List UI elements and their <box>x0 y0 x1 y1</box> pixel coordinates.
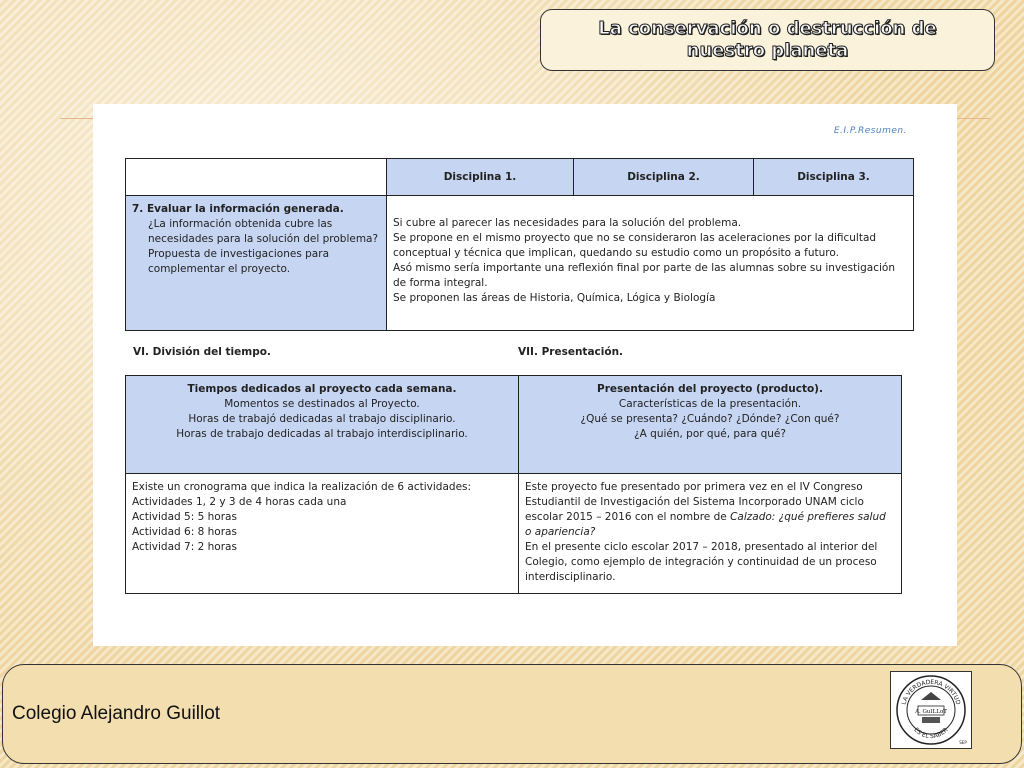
header-discipline-2: Disciplina 2. <box>574 159 754 196</box>
presentation-body-text-2: En el presente ciclo escolar 2017 – 2018, presentado al interior del Colegio, como ejemplo de integración y continuidad de un proceso interdisciplinario. <box>525 541 878 583</box>
answer-line: Si cubre al parecer las necesidades para la solución del problema. <box>393 217 742 229</box>
presentation-header-line: ¿A quién, por qué, para qué? <box>634 428 786 440</box>
schedule-line: Existe un cronograma que indica la realización de 6 actividades: <box>132 481 472 493</box>
evaluate-info-proposal: Propuesta de investigaciones para complementar el proyecto. <box>148 248 329 275</box>
evaluation-table <box>125 158 914 331</box>
schedule-line: Actividad 7: 2 horas <box>132 541 237 553</box>
presentation-body-cell <box>519 474 902 594</box>
table-header-row <box>126 376 902 474</box>
header-cell-empty <box>126 159 387 196</box>
evaluate-answer-cell <box>387 196 914 331</box>
table-row <box>126 474 902 594</box>
schedule-cell <box>126 474 519 594</box>
time-presentation-table <box>125 375 902 594</box>
answer-line: Se propone en el mismo proyecto que no se consideraron las aceleraciones por la dificultad conceptual y técnica que implican, quedando su estudio como un propósito a futuro. <box>393 232 877 259</box>
schedule-line: Actividad 5: 5 horas <box>132 511 237 523</box>
schedule-line: Actividad 6: 8 horas <box>132 526 237 538</box>
slide-title-line1: La conservación o destrucción de <box>598 18 937 39</box>
presentation-body-text: Este proyecto fue presentado por primera vez en el IV Congreso Estudiantil de Investigación del Sistema Incorporado UNAM ciclo escolar 2015 – 2016 con el nombre de <box>525 481 864 523</box>
header-discipline-1: Disciplina 1. <box>387 159 574 196</box>
answer-line: Asó mismo sería importante una reflexión final por parte de las alumnas sobre su investigación de forma integral. <box>393 262 896 289</box>
eip-note: E.I.P.Resumen. <box>833 126 907 136</box>
table-row <box>126 196 914 331</box>
svg-text:ES EL SABER <box>912 726 949 740</box>
time-header-title: Tiempos dedicados al proyecto cada semana. <box>187 383 457 395</box>
slide-title-box <box>540 9 995 71</box>
seal-mark: SEP <box>959 740 967 745</box>
time-header-line: Horas de trabajo dedicadas al trabajo interdisciplinario. <box>176 428 468 440</box>
school-seal-logo <box>890 671 972 749</box>
section-6-label: VI. División del tiempo. <box>133 346 271 358</box>
presentation-header-line: ¿Qué se presenta? ¿Cuándo? ¿Dónde? ¿Con qué? <box>580 413 840 425</box>
seal-top-text: LA VERDADERA VIRTUD <box>900 678 962 706</box>
time-header-cell <box>126 376 519 474</box>
evaluate-info-question: ¿La información obtenida cubre las necesidades para la solución del problema? <box>148 218 379 245</box>
slide-title-line2: nuestro planeta <box>686 40 849 61</box>
slide-title <box>578 18 958 62</box>
header-discipline-3: Disciplina 3. <box>754 159 914 196</box>
section-7-label: VII. Presentación. <box>518 346 624 358</box>
seal-icon <box>891 672 971 748</box>
evaluate-info-heading: 7. Evaluar la información generada. <box>132 203 344 215</box>
school-name: Colegio Alejandro Guillot <box>12 703 221 724</box>
time-header-line: Momentos se destinados al Proyecto. <box>224 398 420 410</box>
table-header-row <box>126 159 914 196</box>
presentation-header-title: Presentación del proyecto (producto). <box>597 383 823 395</box>
seal-bottom-text: ES EL SABER <box>912 726 950 741</box>
presentation-header-cell <box>519 376 902 474</box>
evaluate-info-cell <box>126 196 387 331</box>
document-image <box>93 104 957 646</box>
project-name: Calzado: ¿qué prefieres salud o apariencia? <box>525 511 886 538</box>
presentation-header-line: Características de la presentación. <box>618 398 802 410</box>
schedule-line: Actividades 1, 2 y 3 de 4 horas cada una <box>132 496 347 508</box>
time-header-line: Horas de trabajó dedicadas al trabajo disciplinario. <box>188 413 456 425</box>
seal-center-text: A. GuILLoT <box>915 709 947 715</box>
answer-line: Se proponen las áreas de Historia, Química, Lógica y Biología <box>393 292 716 304</box>
